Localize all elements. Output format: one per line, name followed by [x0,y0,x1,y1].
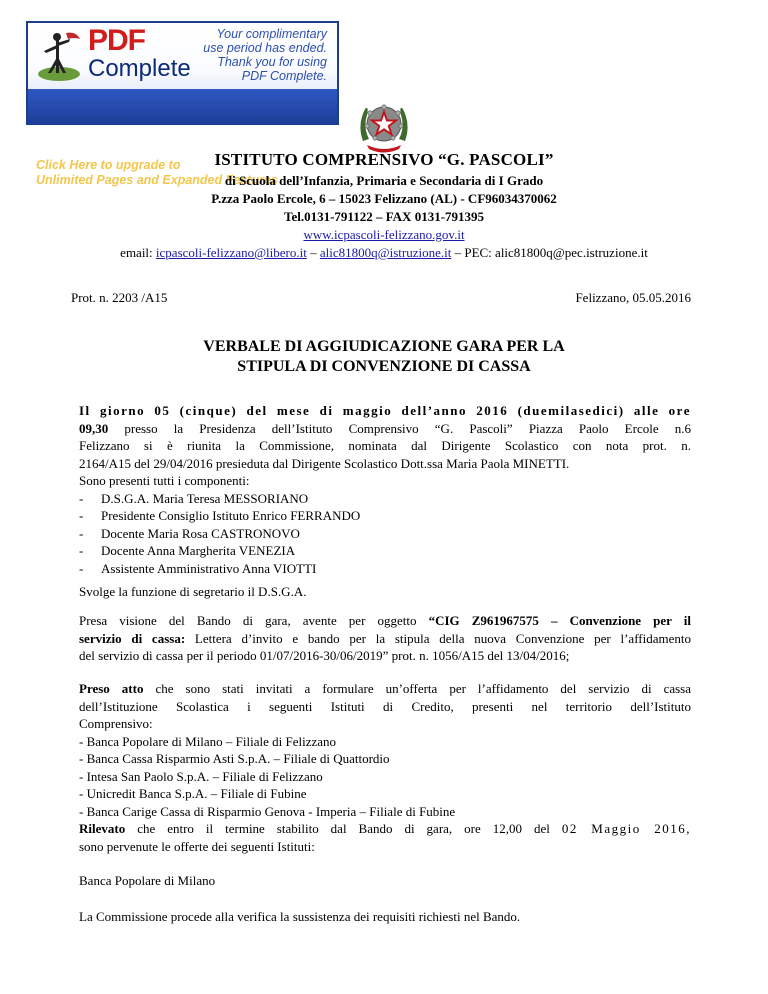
member-name: Docente Anna Margherita VENEZIA [101,543,296,558]
bank-item: - Banca Carige Cassa di Risparmio Genova - Imperia – Filiale di Fubine [79,803,456,819]
school-phone-fax: Tel.0131-791122 – FAX 0131-791395 [283,209,485,224]
pdf-complete-upgrade-banner[interactable] [26,21,339,187]
school-address: P.zza Paolo Ercole, 6 – 15023 Felizzano (AL) - CF96034370062 [211,191,557,206]
upgrade-link-line[interactable]: Click Here to upgrade to [36,158,181,172]
website-link[interactable]: www.icpascoli-felizzano.gov.it [303,227,465,242]
opening-line-2 [79,420,691,438]
received-line-2: sono pervenute le offerte dei seguenti Istituti: [79,838,315,854]
invited-line-1 [79,680,691,698]
promo-message-line: use period has ended. [203,41,327,55]
pec-address: – PEC: alic81800q@pec.istruzione.it [451,245,648,260]
promo-top-panel [28,23,337,89]
promo-cta-panel[interactable] [28,89,337,187]
member-item: - Docente Anna Margherita VENEZIA [79,543,296,558]
opening-line-5: Sono presenti tutti i componenti: [79,473,250,488]
member-item: - Presidente Consiglio Istituto Enrico FERRANDO [79,508,361,523]
invited-line-3: Comprensivo: [79,716,153,731]
tender-line-3: del servizio di cassa per il periodo 01/07/2016-30/06/2019” prot. n. 1056/A15 del 13/04/2016; [79,648,570,663]
tender-subject-cont: servizio di cassa: [79,630,186,646]
opening-paragraph [79,402,691,577]
meeting-time: 09,30 [79,420,109,436]
opening-line-4: 2164/A15 del 29/04/2016 presieduta dal Dirigente Scolastico Dott.ssa Maria Paola MINETTI. [79,455,570,471]
offering-bank: Banca Popolare di Milano [79,873,216,888]
bank-item: - Banca Popolare di Milano – Filiale di Felizzano [79,733,337,749]
promo-message-line: PDF Complete. [241,69,327,83]
email-separator: – [306,245,320,260]
email-row [0,245,768,261]
tender-line-2-text: Lettera d’invito e bando per la stipula della nuova Convenzione per l’affidamento [185,630,692,646]
promo-message-line: Thank you for using [217,55,327,69]
member-item: - D.S.G.A. Maria Teresa MESSORIANO [79,490,309,506]
pdf-complete-logo-icon [36,29,82,83]
invited-banks-paragraph [79,680,691,820]
received-line-1 [79,820,691,838]
received-line-1-text: che entro il termine stabilito dal Bando di gara, ore 12,00 del [125,821,562,836]
bank-item: - Banca Cassa Risparmio Asti S.p.A. – Filiale di Quattordio [79,751,390,766]
promo-message-line: Your complimentary [216,27,327,41]
member-item: - Assistente Amministrativo Anna VIOTTI [79,560,317,576]
place-and-date: Felizzano, 05.05.2016 [575,290,691,305]
website-row [0,227,768,243]
received-offers-paragraph [79,820,691,855]
tender-line-2 [79,630,691,648]
tender-line-1-text: Presa visione del Bando di gara, avente per oggetto [79,613,429,628]
school-type: di Scuola dell’Infanzia, Primaria e Secondaria di I Grado [224,173,544,188]
document-title-line-1: VERBALE DI AGGIUDICAZIONE GARA PER LA [203,338,565,355]
opening-line-1: Il giorno 05 (cinque) del mese di maggio dell’anno 2016 (duemilasedici) alle ore [79,403,691,418]
invited-lead: Preso atto [79,681,144,696]
promo-brand-complete: Complete [88,55,191,82]
promo-brand-pdf: PDF [88,24,145,57]
invited-line-1-text: che sono stati invitati a formulare un’offerta per l’affidamento del servizio di cassa [143,681,691,696]
email-link-libero[interactable]: icpascoli-felizzano@libero.it [155,245,307,260]
email-label: email: [120,245,156,260]
opening-line-3: Felizzano si è riunita la Commissione, nominata dal Dirigente Scolastico con nota prot. n. [79,438,691,453]
upgrade-link-line[interactable]: Unlimited Pages and Expanded Features [36,173,278,187]
received-lead: Rilevato [79,821,126,836]
member-name: Docente Maria Rosa CASTRONOVO [101,525,300,541]
verification-paragraph: La Commissione procede alla verifica la sussistenza dei requisiti richiesti nel Bando. [79,909,521,924]
bank-item: - Unicredit Banca S.p.A. – Filiale di Fubine [79,786,307,801]
member-name: D.S.G.A. Maria Teresa MESSORIANO [101,490,309,506]
promo-message [177,27,327,83]
tender-subject: “CIG Z961967575 – Convenzione per il [428,613,692,628]
bank-item: - Intesa San Paolo S.p.A. – Filiale di Felizzano [79,768,323,784]
tender-paragraph [79,612,691,665]
school-name: ISTITUTO COMPRENSIVO “G. PASCOLI” [214,150,554,169]
member-name: Presidente Consiglio Istituto Enrico FERRANDO [101,508,361,523]
member-name: Assistente Amministrativo Anna VIOTTI [101,560,317,576]
email-link-istruzione[interactable]: alic81800q@istruzione.it [319,245,452,260]
tender-line-1 [79,612,691,630]
opening-line-2-text: presso la Presidenza dell’Istituto Comprensivo “G. Pascoli” Piazza Paolo Ercole n.6 [108,420,691,436]
member-item: - Docente Maria Rosa CASTRONOVO [79,525,300,541]
secretary-paragraph: Svolge la funzione di segretario il D.S.G.A. [79,584,307,599]
protocol-number: Prot. n. 2203 /A15 [71,290,168,305]
italian-republic-emblem-icon [353,95,415,157]
deadline-date: 02 Maggio 2016, [561,821,691,836]
invited-line-2: dell’Istituzione Scolastica i seguenti Istituti di Credito, presenti nel territorio dell’Istituto [79,698,691,714]
document-title-line-2: STIPULA DI CONVENZIONE DI CASSA [237,358,531,375]
